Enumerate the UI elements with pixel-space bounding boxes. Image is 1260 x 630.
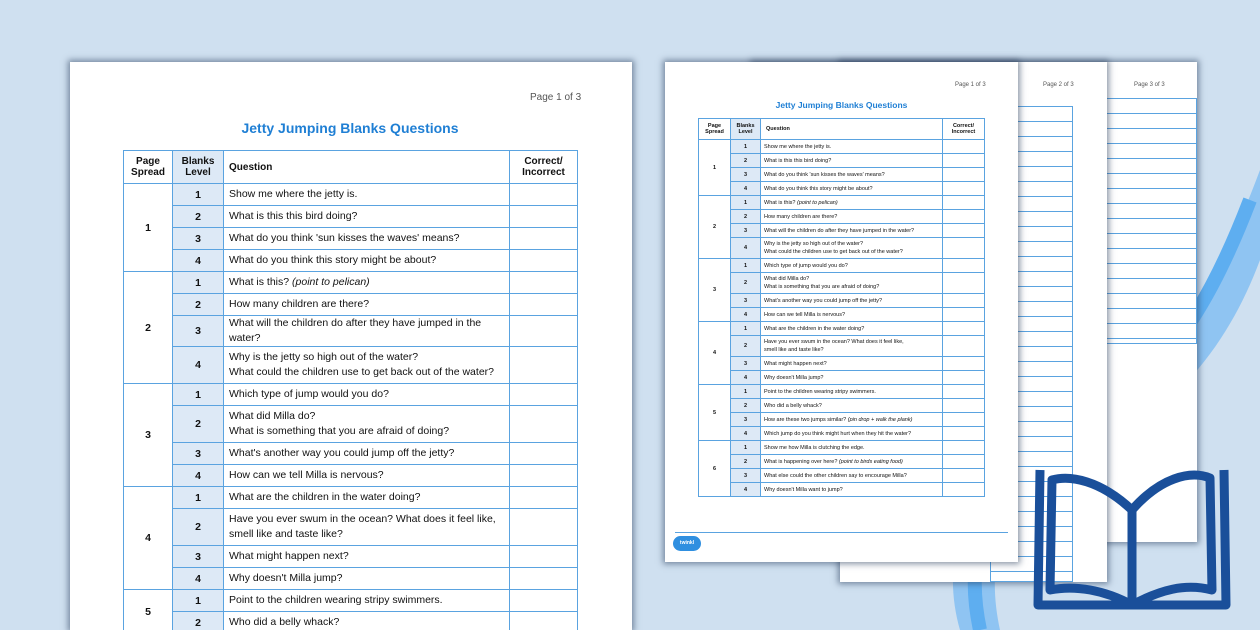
header-question: Question bbox=[761, 119, 943, 140]
table-row bbox=[124, 509, 578, 546]
blanks-level-cell: 3 bbox=[173, 228, 224, 250]
header-correct: Correct/ Incorrect bbox=[943, 119, 985, 140]
question-text: Point to the children wearing stripy swimmers. bbox=[229, 594, 443, 606]
question-text: Why is the jetty so high out of the water? bbox=[229, 351, 419, 363]
correct-incorrect-cell[interactable] bbox=[943, 308, 985, 322]
correct-incorrect-cell[interactable] bbox=[510, 228, 578, 250]
question-cell bbox=[224, 228, 510, 250]
blanks-level-cell: 4 bbox=[731, 238, 761, 259]
question-note: (point to pelican) bbox=[292, 276, 370, 288]
correct-incorrect-cell[interactable] bbox=[510, 347, 578, 384]
blanks-level-cell: 4 bbox=[731, 308, 761, 322]
correct-incorrect-cell[interactable] bbox=[510, 250, 578, 272]
blanks-level-cell: 1 bbox=[173, 590, 224, 612]
question-text: What is this? bbox=[764, 199, 796, 206]
table-row bbox=[124, 347, 578, 384]
correct-incorrect-cell[interactable] bbox=[510, 590, 578, 612]
correct-incorrect-cell[interactable] bbox=[510, 272, 578, 294]
question-cell bbox=[224, 406, 510, 443]
table-row bbox=[699, 259, 985, 273]
header-level: Blanks Level bbox=[731, 119, 761, 140]
table-row bbox=[124, 465, 578, 487]
question-text: What might happen next? bbox=[764, 360, 827, 367]
question-cell bbox=[761, 154, 943, 168]
question-cell bbox=[224, 384, 510, 406]
table-row bbox=[124, 294, 578, 316]
question-text: How many children are there? bbox=[229, 298, 370, 310]
question-text: What did Milla do? bbox=[764, 276, 810, 282]
blanks-level-cell: 1 bbox=[173, 384, 224, 406]
table-row bbox=[124, 184, 578, 206]
question-text: Why doesn't Milla want to jump? bbox=[764, 486, 843, 493]
question-text: smell like and taste like? bbox=[229, 528, 343, 540]
table-row bbox=[124, 316, 578, 347]
correct-incorrect-cell[interactable] bbox=[943, 483, 985, 497]
blanks-level-cell: 2 bbox=[173, 612, 224, 630]
correct-incorrect-cell[interactable] bbox=[943, 469, 985, 483]
question-cell bbox=[761, 168, 943, 182]
correct-incorrect-cell[interactable] bbox=[943, 259, 985, 273]
table-row bbox=[699, 210, 985, 224]
blanks-level-cell: 1 bbox=[731, 259, 761, 273]
correct-incorrect-cell[interactable] bbox=[943, 427, 985, 441]
question-cell bbox=[761, 336, 943, 357]
question-cell bbox=[761, 259, 943, 273]
correct-incorrect-cell[interactable] bbox=[510, 406, 578, 443]
question-cell bbox=[224, 347, 510, 384]
table-row bbox=[699, 224, 985, 238]
question-text: What do you think this story might be about? bbox=[764, 185, 873, 192]
question-cell bbox=[224, 272, 510, 294]
table-row bbox=[699, 308, 985, 322]
table-row bbox=[699, 483, 985, 497]
question-text: What is this this bird doing? bbox=[764, 157, 832, 164]
blanks-level-cell: 2 bbox=[731, 336, 761, 357]
page-spread-cell: 1 bbox=[124, 184, 173, 272]
table-row bbox=[124, 546, 578, 568]
table-row bbox=[124, 487, 578, 509]
question-cell bbox=[224, 509, 510, 546]
question-text: What are the children in the water doing? bbox=[229, 491, 421, 503]
page-spread-cell: 3 bbox=[124, 384, 173, 487]
table-row bbox=[699, 168, 985, 182]
question-text: Which type of jump would you do? bbox=[229, 388, 389, 400]
question-text: What could the children use to get back out of the water? bbox=[229, 366, 494, 378]
question-text: How are these two jumps similar? bbox=[764, 416, 847, 423]
question-text: Which type of jump would you do? bbox=[764, 262, 848, 269]
question-cell bbox=[761, 441, 943, 455]
question-cell bbox=[761, 273, 943, 294]
question-cell bbox=[761, 455, 943, 469]
question-text: What will the children do after they have jumped in the water? bbox=[229, 317, 482, 344]
header-correct: Correct/ Incorrect bbox=[510, 151, 578, 184]
blanks-level-cell: 3 bbox=[731, 294, 761, 308]
correct-incorrect-cell[interactable] bbox=[943, 399, 985, 413]
question-cell bbox=[761, 469, 943, 483]
table-row bbox=[699, 294, 985, 308]
question-cell bbox=[224, 546, 510, 568]
twinkl-logo: twinkl bbox=[673, 536, 701, 551]
table-row bbox=[699, 441, 985, 455]
table-row bbox=[699, 273, 985, 294]
question-cell bbox=[761, 196, 943, 210]
correct-incorrect-cell[interactable] bbox=[943, 413, 985, 427]
blanks-level-cell: 4 bbox=[173, 568, 224, 590]
question-text: Have you ever swum in the ocean? What does it feel like, bbox=[229, 513, 496, 525]
table-row bbox=[124, 272, 578, 294]
blanks-level-cell: 1 bbox=[731, 196, 761, 210]
question-text: What is something that you are afraid of doing? bbox=[764, 284, 880, 290]
correct-incorrect-cell[interactable] bbox=[510, 612, 578, 630]
question-text: What do you think this story might be about? bbox=[229, 254, 437, 266]
page-spread-cell: 1 bbox=[699, 140, 731, 196]
page-spread-cell: 6 bbox=[699, 441, 731, 497]
question-text: How many children are there? bbox=[764, 213, 838, 220]
table-row bbox=[699, 336, 985, 357]
question-text: Who did a belly whack? bbox=[229, 616, 340, 628]
table-row bbox=[124, 443, 578, 465]
question-cell bbox=[224, 443, 510, 465]
question-cell bbox=[224, 184, 510, 206]
question-text: Why is the jetty so high out of the water? bbox=[764, 241, 864, 247]
blanks-level-cell: 4 bbox=[731, 427, 761, 441]
question-cell bbox=[761, 322, 943, 336]
correct-incorrect-cell[interactable] bbox=[510, 487, 578, 509]
table-row bbox=[124, 384, 578, 406]
questions-table bbox=[698, 118, 985, 497]
blanks-level-cell: 2 bbox=[731, 210, 761, 224]
question-text: What's another way you could jump off the jetty? bbox=[229, 447, 455, 459]
table-row bbox=[699, 469, 985, 483]
question-cell bbox=[224, 612, 510, 630]
question-cell bbox=[761, 308, 943, 322]
correct-incorrect-cell[interactable] bbox=[510, 546, 578, 568]
question-note: (point to pelican) bbox=[797, 199, 838, 206]
table-row bbox=[124, 406, 578, 443]
table-row bbox=[699, 413, 985, 427]
table-row bbox=[699, 427, 985, 441]
question-text: What will the children do after they have jumped in the water? bbox=[764, 227, 915, 234]
blanks-level-cell: 4 bbox=[173, 250, 224, 272]
question-cell bbox=[224, 250, 510, 272]
correct-incorrect-cell[interactable] bbox=[943, 273, 985, 294]
question-text: What do you think 'sun kisses the waves' means? bbox=[764, 171, 885, 178]
question-cell bbox=[761, 413, 943, 427]
question-text: What did Milla do? bbox=[229, 410, 316, 422]
question-cell bbox=[224, 206, 510, 228]
question-text: What is this? bbox=[229, 276, 290, 288]
correct-incorrect-cell[interactable] bbox=[510, 384, 578, 406]
question-text: What is happening over here? bbox=[764, 458, 838, 465]
question-text: What are the children in the water doing? bbox=[764, 325, 865, 332]
blanks-level-cell: 1 bbox=[731, 385, 761, 399]
header-level: Blanks Level bbox=[173, 151, 224, 184]
question-cell bbox=[761, 238, 943, 259]
question-cell bbox=[224, 294, 510, 316]
correct-incorrect-cell[interactable] bbox=[943, 371, 985, 385]
correct-incorrect-cell[interactable] bbox=[943, 140, 985, 154]
footer-line bbox=[675, 532, 1008, 533]
blanks-level-cell: 1 bbox=[173, 487, 224, 509]
blanks-level-cell: 1 bbox=[731, 441, 761, 455]
question-cell bbox=[761, 385, 943, 399]
blanks-level-cell: 4 bbox=[731, 371, 761, 385]
correct-incorrect-cell[interactable] bbox=[943, 168, 985, 182]
correct-incorrect-cell[interactable] bbox=[943, 441, 985, 455]
question-cell bbox=[761, 182, 943, 196]
correct-incorrect-cell[interactable] bbox=[510, 465, 578, 487]
correct-incorrect-cell[interactable] bbox=[510, 443, 578, 465]
table-row bbox=[699, 140, 985, 154]
blanks-level-cell: 3 bbox=[173, 316, 224, 347]
question-text: What is this this bird doing? bbox=[229, 210, 358, 222]
blanks-level-cell: 3 bbox=[731, 413, 761, 427]
question-cell bbox=[224, 590, 510, 612]
question-cell bbox=[224, 465, 510, 487]
blanks-level-cell: 4 bbox=[173, 347, 224, 384]
table-row bbox=[699, 455, 985, 469]
question-cell bbox=[761, 140, 943, 154]
page-spread-cell: 5 bbox=[699, 385, 731, 441]
page-spread-cell: 5 bbox=[124, 590, 173, 630]
question-text: Show me where the jetty is. bbox=[764, 143, 832, 150]
questions-table bbox=[123, 150, 578, 630]
page-spread-cell: 4 bbox=[124, 487, 173, 590]
question-text: How can we tell Milla is nervous? bbox=[229, 469, 384, 481]
blanks-level-cell: 1 bbox=[731, 322, 761, 336]
correct-incorrect-cell[interactable] bbox=[943, 322, 985, 336]
blanks-level-cell: 3 bbox=[731, 224, 761, 238]
blanks-level-cell: 3 bbox=[731, 469, 761, 483]
blanks-level-cell: 3 bbox=[731, 357, 761, 371]
table-row bbox=[124, 250, 578, 272]
page-spread-cell: 3 bbox=[699, 259, 731, 322]
correct-incorrect-cell[interactable] bbox=[943, 196, 985, 210]
blanks-level-cell: 3 bbox=[173, 546, 224, 568]
question-text: What do you think 'sun kisses the waves' means? bbox=[229, 232, 460, 244]
question-cell bbox=[224, 568, 510, 590]
correct-incorrect-cell[interactable] bbox=[510, 568, 578, 590]
blanks-level-cell: 1 bbox=[731, 140, 761, 154]
document-title: Jetty Jumping Blanks Questions bbox=[241, 120, 459, 136]
question-note: (point to birds eating food) bbox=[838, 458, 903, 465]
header-spread: Page Spread bbox=[699, 119, 731, 140]
table-row bbox=[699, 385, 985, 399]
correct-incorrect-cell[interactable] bbox=[943, 336, 985, 357]
question-text: What is something that you are afraid of doing? bbox=[229, 425, 450, 437]
table-row bbox=[124, 590, 578, 612]
question-cell bbox=[761, 427, 943, 441]
question-text: What might happen next? bbox=[229, 550, 349, 562]
question-text: What's another way you could jump off the jetty? bbox=[764, 297, 883, 304]
correct-incorrect-cell[interactable] bbox=[943, 238, 985, 259]
correct-incorrect-cell[interactable] bbox=[943, 154, 985, 168]
question-cell bbox=[761, 210, 943, 224]
table-row bbox=[699, 399, 985, 413]
table-row bbox=[124, 612, 578, 630]
blanks-level-cell: 2 bbox=[731, 399, 761, 413]
blanks-level-cell: 2 bbox=[173, 206, 224, 228]
question-cell bbox=[761, 483, 943, 497]
document-page-1-preview bbox=[665, 62, 1018, 562]
question-cell bbox=[761, 294, 943, 308]
question-cell bbox=[761, 371, 943, 385]
correct-incorrect-cell[interactable] bbox=[943, 455, 985, 469]
table-row bbox=[699, 238, 985, 259]
table-row bbox=[124, 228, 578, 250]
correct-incorrect-cell[interactable] bbox=[510, 294, 578, 316]
blanks-level-cell: 4 bbox=[731, 483, 761, 497]
question-cell bbox=[761, 357, 943, 371]
question-text: What else could the other children say to encourage Milla? bbox=[764, 472, 907, 479]
page-spread-cell: 2 bbox=[699, 196, 731, 259]
correct-incorrect-cell[interactable] bbox=[943, 210, 985, 224]
blanks-level-cell: 2 bbox=[173, 294, 224, 316]
question-cell bbox=[224, 316, 510, 347]
blanks-level-cell: 3 bbox=[173, 443, 224, 465]
header-question: Question bbox=[224, 151, 510, 184]
table-row bbox=[699, 196, 985, 210]
question-cell bbox=[761, 399, 943, 413]
blanks-level-cell: 2 bbox=[731, 273, 761, 294]
page-spread-cell: 4 bbox=[699, 322, 731, 385]
page-number: Page 2 of 3 bbox=[1043, 82, 1074, 88]
blanks-level-cell: 2 bbox=[731, 455, 761, 469]
page-number: Page 1 of 3 bbox=[530, 92, 582, 103]
correct-incorrect-cell[interactable] bbox=[510, 509, 578, 546]
table-row bbox=[699, 371, 985, 385]
correct-incorrect-cell[interactable] bbox=[510, 206, 578, 228]
question-text: Who did a belly whack? bbox=[764, 402, 822, 409]
table-row bbox=[699, 182, 985, 196]
page-number: Page 3 of 3 bbox=[1134, 82, 1165, 88]
table-row bbox=[699, 154, 985, 168]
question-cell bbox=[761, 224, 943, 238]
correct-incorrect-cell[interactable] bbox=[943, 357, 985, 371]
document-title: Jetty Jumping Blanks Questions bbox=[775, 100, 908, 110]
question-text: What could the children use to get back out of the water? bbox=[764, 249, 903, 255]
question-cell bbox=[224, 487, 510, 509]
table-row bbox=[124, 568, 578, 590]
document-page-1 bbox=[70, 62, 632, 630]
blanks-level-cell: 3 bbox=[731, 168, 761, 182]
correct-incorrect-cell[interactable] bbox=[943, 224, 985, 238]
blanks-level-cell: 2 bbox=[731, 154, 761, 168]
question-text: How can we tell Milla is nervous? bbox=[764, 311, 846, 318]
blanks-level-cell: 4 bbox=[173, 465, 224, 487]
question-text: Which jump do you think might hurt when they hit the water? bbox=[764, 430, 912, 437]
question-text: Why doesn't Milla jump? bbox=[229, 572, 343, 584]
question-text: Have you ever swum in the ocean? What does it feel like, bbox=[764, 339, 904, 345]
blanks-level-cell: 1 bbox=[173, 272, 224, 294]
page-number: Page 1 of 3 bbox=[955, 82, 986, 88]
header-spread: Page Spread bbox=[124, 151, 173, 184]
blanks-level-cell: 4 bbox=[731, 182, 761, 196]
correct-incorrect-cell[interactable] bbox=[510, 184, 578, 206]
table-row bbox=[699, 322, 985, 336]
blanks-level-cell: 2 bbox=[173, 406, 224, 443]
question-note: (pin drop + walk the plank) bbox=[847, 416, 913, 423]
table-row bbox=[699, 357, 985, 371]
correct-incorrect-cell[interactable] bbox=[510, 316, 578, 347]
question-text: smell like and taste like? bbox=[764, 347, 824, 353]
correct-incorrect-cell[interactable] bbox=[943, 182, 985, 196]
page-spread-cell: 2 bbox=[124, 272, 173, 384]
blanks-level-cell: 1 bbox=[173, 184, 224, 206]
question-text: Show me how Milla is clutching the edge. bbox=[764, 444, 865, 451]
question-text: Why doesn't Milla jump? bbox=[764, 374, 824, 381]
table-row bbox=[124, 206, 578, 228]
correct-incorrect-cell[interactable] bbox=[943, 294, 985, 308]
blanks-level-cell: 2 bbox=[173, 509, 224, 546]
question-text: Point to the children wearing stripy swimmers. bbox=[764, 388, 876, 395]
correct-incorrect-cell[interactable] bbox=[943, 385, 985, 399]
question-text: Show me where the jetty is. bbox=[229, 188, 358, 200]
